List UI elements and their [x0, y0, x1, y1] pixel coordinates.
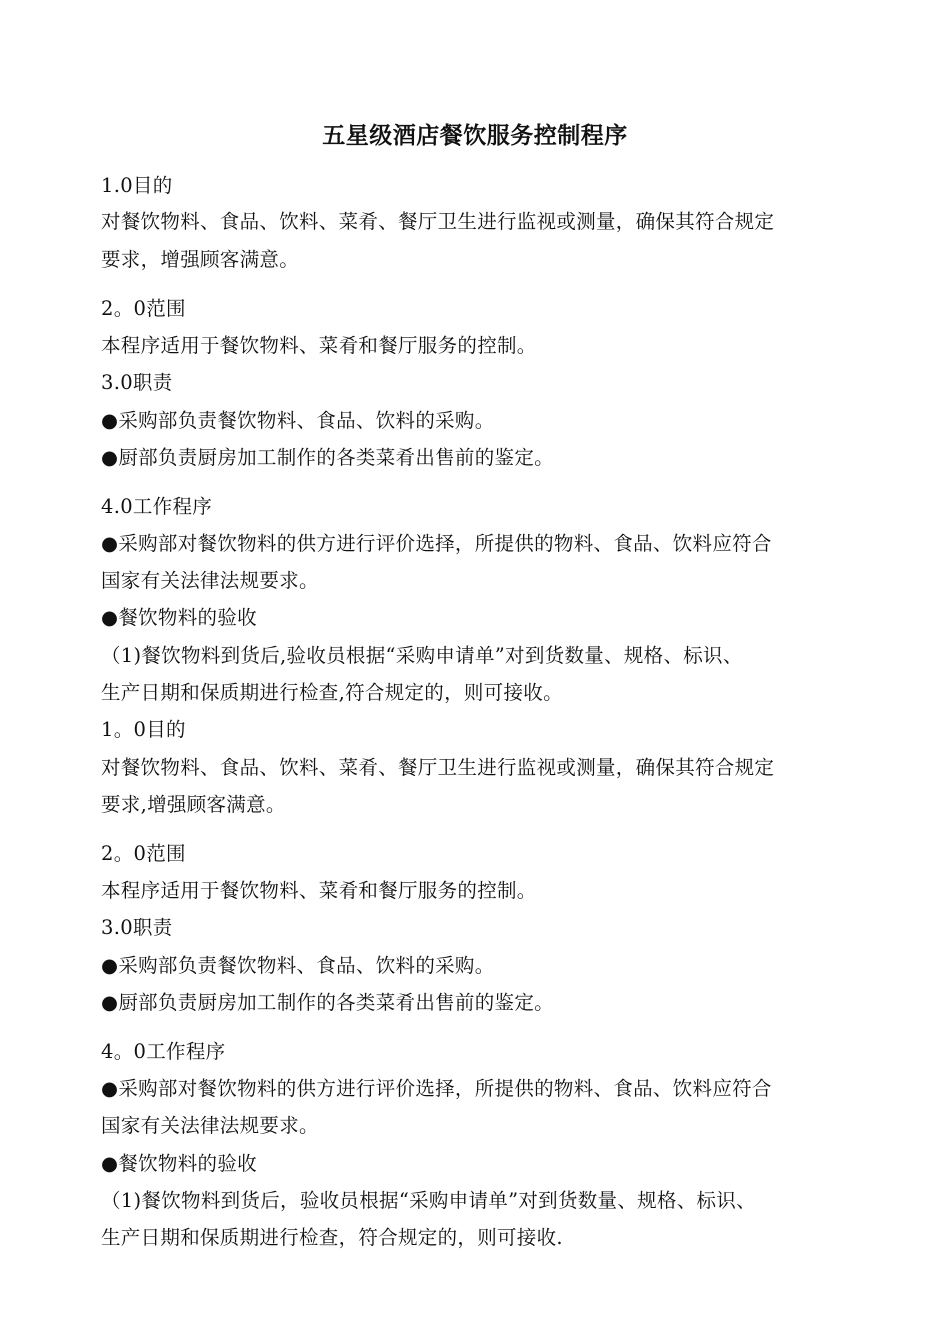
- section-heading-purpose: 1.0目的: [101, 174, 173, 197]
- paragraph-line: （1)餐饮物料到货后,验收员根据“采购申请单”对到货数量、规格、标识、: [101, 644, 743, 667]
- paragraph-line: 生产日期和保质期进行检查，符合规定的，则可接收.: [101, 1226, 563, 1249]
- paragraph-line: 对餐饮物料、食品、饮料、菜肴、餐厅卫生进行监视或测量，确保其符合规定: [101, 756, 775, 779]
- section-heading-scope: 2。0范围: [101, 842, 186, 865]
- section-heading-purpose: 1。0目的: [101, 718, 186, 741]
- section-heading-responsibility: 3.0职责: [101, 371, 173, 394]
- bullet-item: ●餐饮物料的验收: [101, 606, 257, 629]
- document-title: 五星级酒店餐饮服务控制程序: [322, 122, 628, 149]
- bullet-item: ●采购部对餐饮物料的供方进行评价选择，所提供的物料、食品、饮料应符合: [101, 1077, 772, 1100]
- bullet-item: ●采购部负责餐饮物料、食品、饮料的采购。: [101, 409, 495, 432]
- section-heading-procedure: 4。0工作程序: [101, 1040, 226, 1063]
- bullet-item: ●采购部负责餐饮物料、食品、饮料的采购。: [101, 954, 495, 977]
- paragraph-line: 要求,增强顾客满意。: [101, 793, 286, 816]
- paragraph-line: 本程序适用于餐饮物料、菜肴和餐厅服务的控制。: [101, 334, 537, 357]
- section-heading-responsibility: 3.0职责: [101, 916, 173, 939]
- paragraph-line: （1)餐饮物料到货后，验收员根据“采购申请单”对到货数量、规格、标识、: [101, 1189, 756, 1212]
- paragraph-line: 国家有关法律法规要求。: [101, 569, 319, 592]
- paragraph-line: 对餐饮物料、食品、饮料、菜肴、餐厅卫生进行监视或测量，确保其符合规定: [101, 210, 775, 233]
- section-heading-procedure: 4.0工作程序: [101, 495, 213, 518]
- paragraph-line: 要求，增强顾客满意。: [101, 248, 300, 271]
- paragraph-line: 国家有关法律法规要求。: [101, 1114, 319, 1137]
- bullet-item: ●厨部负责厨房加工制作的各类菜肴出售前的鉴定。: [101, 446, 554, 469]
- section-heading-scope: 2。0范围: [101, 297, 186, 320]
- paragraph-line: 生产日期和保质期进行检查,符合规定的，则可接收。: [101, 681, 563, 704]
- bullet-item: ●采购部对餐饮物料的供方进行评价选择，所提供的物料、食品、饮料应符合: [101, 532, 772, 555]
- paragraph-line: 本程序适用于餐饮物料、菜肴和餐厅服务的控制。: [101, 879, 537, 902]
- bullet-item: ●厨部负责厨房加工制作的各类菜肴出售前的鉴定。: [101, 991, 554, 1014]
- bullet-item: ●餐饮物料的验收: [101, 1152, 257, 1175]
